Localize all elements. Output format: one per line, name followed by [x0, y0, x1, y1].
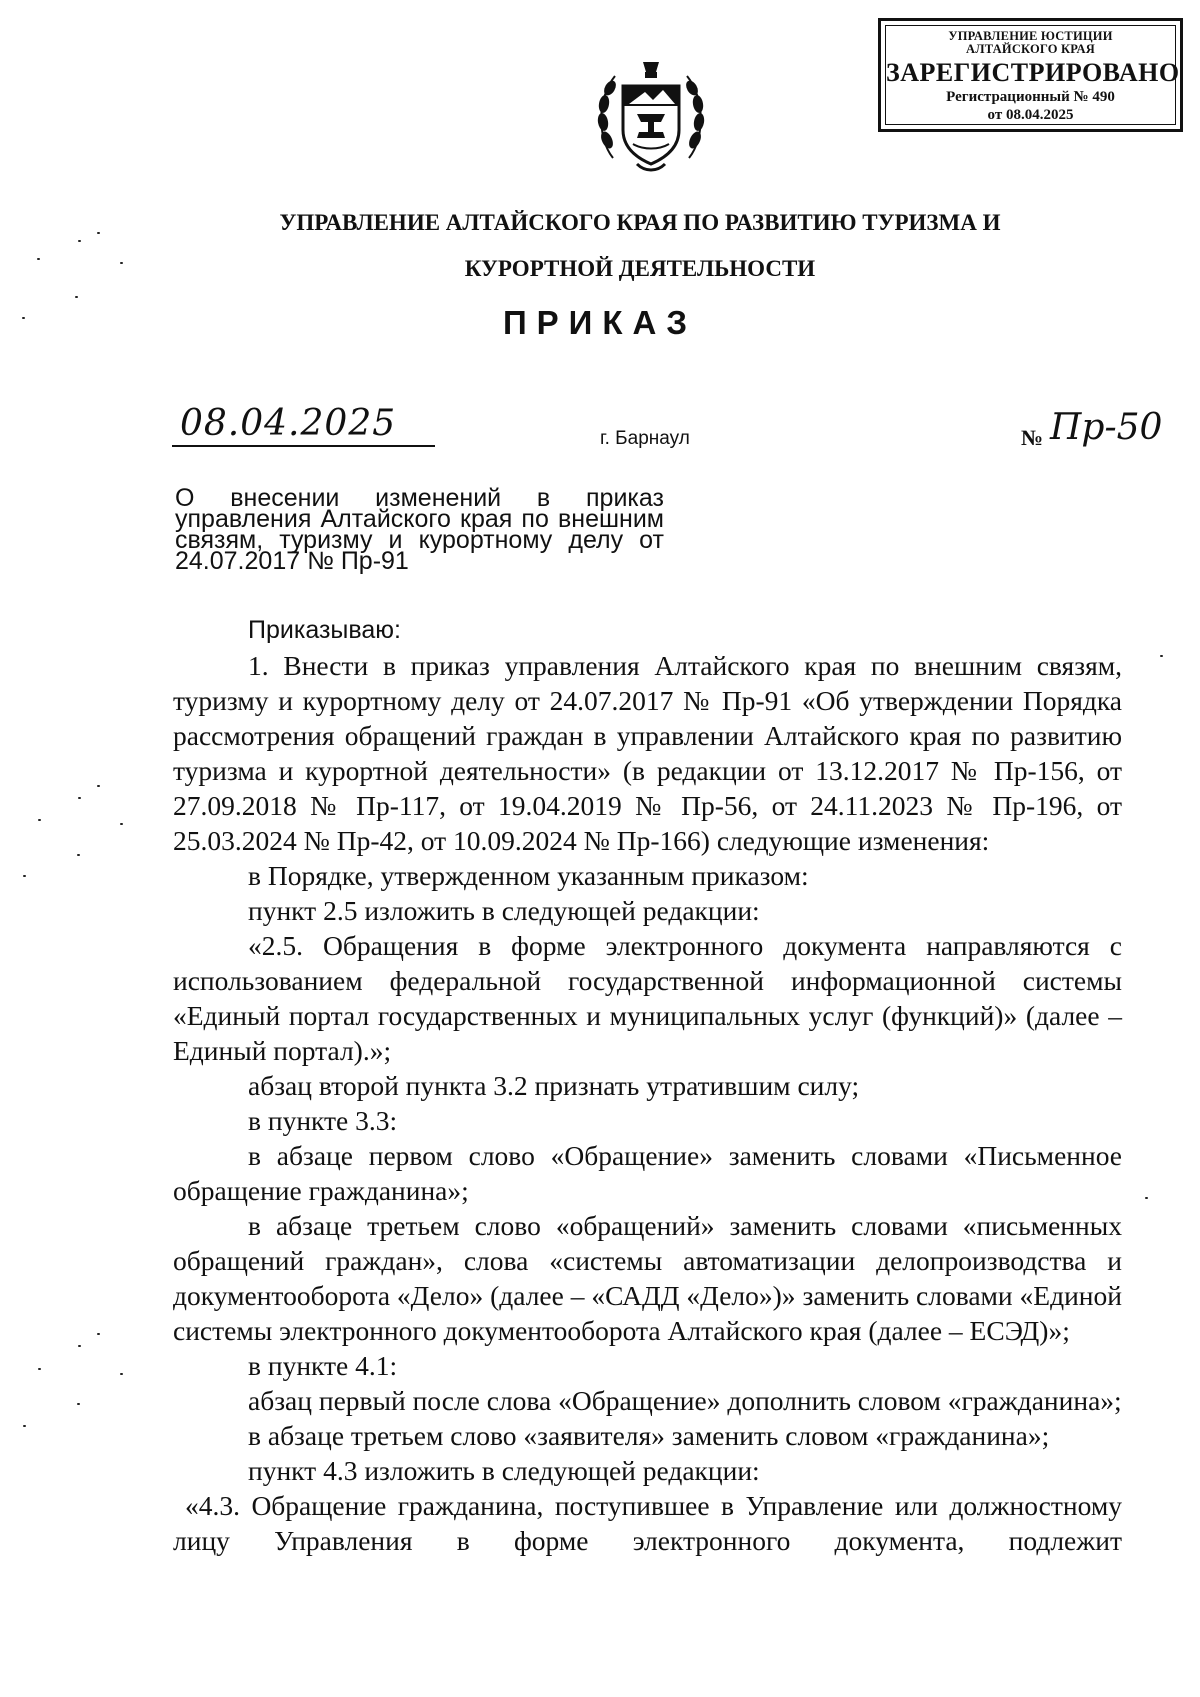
altai-krai-coat-of-arms-icon	[593, 58, 709, 180]
stamp-date-value: 08.04.2025	[1005, 107, 1074, 123]
paragraph-12: пункт 4.3 изложить в следующей редакции:	[248, 1455, 760, 1486]
paragraph-10: абзац первый после слова «Обращение» дополнить словом «гражданина»;	[248, 1385, 1122, 1416]
scan-speck	[77, 1403, 80, 1405]
scan-speck	[120, 262, 123, 264]
scan-speck	[22, 317, 25, 319]
handwritten-date: 08.04.2025	[180, 403, 397, 444]
scan-speck	[23, 1425, 26, 1427]
scan-speck	[77, 854, 80, 856]
registration-stamp	[878, 18, 1183, 132]
paragraph-9: в пункте 4.1:	[248, 1350, 398, 1381]
scan-speck	[97, 232, 100, 234]
stamp-org	[886, 30, 1175, 56]
paragraph-6: в пункте 3.3:	[248, 1105, 398, 1136]
stamp-reg-label: Регистрационный №	[946, 89, 1089, 105]
date-underline	[172, 445, 435, 447]
scan-speck	[1145, 1197, 1148, 1199]
stamp-org-line2: АЛТАЙСКОГО КРАЯ	[966, 42, 1095, 56]
document-type: ПРИКАЗ	[502, 304, 698, 341]
document-body	[173, 613, 1122, 1558]
stamp-status: ЗАРЕГИСТРИРОВАНО	[886, 58, 1180, 87]
paragraph-2: в Порядке, утвержденном указанным приказом:	[248, 860, 809, 891]
stamp-reg-number: 490	[1092, 89, 1115, 105]
scan-speck	[120, 1373, 123, 1375]
scan-speck	[78, 240, 81, 242]
document-subject: О внесении изменений в приказ управления Алтайского края по внешним связям, туризму и курортному делу от 24.07.2017 № Пр-91	[175, 484, 664, 575]
scan-speck	[75, 296, 78, 298]
paragraph-1: 1. Внести в приказ управления Алтайского края по внешним связям, туризму и курортному делу от 24.07.2017 № Пр-91 «Об утверждении Порядка рассмотрения обращений граждан в управлении Алтайского края по развитию туризма и курортной деятельности» (в редакции от 13.12.2017 № Пр-156, от 27.09.2018 № Пр-117, от 19.04.2019 № Пр-56, от 24.11.2023 № Пр-196, от 25.03.2024 № Пр-42, от 10.09.2024 № Пр-166) следующие изменения:	[173, 650, 1122, 856]
stamp-date-label: от	[987, 107, 1003, 123]
paragraph-3: пункт 2.5 изложить в следующей редакции:	[248, 895, 760, 926]
number-label: №	[1021, 425, 1044, 450]
city: г. Барнаул	[600, 428, 690, 449]
issuing-authority	[120, 200, 1160, 292]
stamp-reg-line	[886, 88, 1175, 106]
issuing-authority-line2: КУРОРТНОЙ ДЕЯТЕЛЬНОСТИ	[464, 256, 816, 281]
stamp-date-line	[886, 106, 1175, 124]
scan-speck	[1160, 655, 1163, 657]
scan-speck	[78, 1345, 81, 1347]
paragraph-8: в абзаце третьем слово «обращений» заменить словами «письменных обращений граждан», слова «системы автоматизации делопроизводства и документооборота «Дело» (далее – «САДД «Дело»)» заменить словами «Единой системы электронного документооборота Алтайского края (далее – ЕСЭД)»;	[173, 1210, 1122, 1346]
scan-speck	[78, 797, 81, 799]
scan-speck	[120, 823, 123, 825]
scan-speck	[38, 1368, 41, 1370]
scan-speck	[97, 785, 100, 787]
handwritten-number: Пр-50	[1050, 407, 1163, 448]
order-phrase: Приказываю:	[248, 616, 401, 644]
paragraph-5: абзац второй пункта 3.2 признать утратившим силу;	[248, 1070, 860, 1101]
scan-speck	[97, 1333, 100, 1335]
paragraph-4: «2.5. Обращения в форме электронного документа направляются с использованием федеральной государственной информационной системы «Единый портал государственных и муниципальных услуг (функций)» (далее – Единый портал).»;	[173, 930, 1122, 1066]
scan-speck	[37, 258, 40, 260]
paragraph-13: «4.3. Обращение гражданина, поступившее в Управление или должностному лицу Управления в форме электронного документа, подлежит	[173, 1490, 1122, 1556]
scan-speck	[38, 819, 41, 821]
stamp-org-line1: УПРАВЛЕНИЕ ЮСТИЦИИ	[948, 29, 1113, 43]
issuing-authority-line1: УПРАВЛЕНИЕ АЛТАЙСКОГО КРАЯ ПО РАЗВИТИЮ ТУРИЗМА И	[279, 210, 1001, 235]
paragraph-7: в абзаце первом слово «Обращение» заменить словами «Письменное обращение гражданина»;	[173, 1140, 1122, 1206]
scan-speck	[23, 875, 26, 877]
paragraph-11: в абзаце третьем слово «заявителя» заменить словом «гражданина»;	[248, 1420, 1050, 1451]
stamp-inner-frame	[885, 25, 1180, 125]
